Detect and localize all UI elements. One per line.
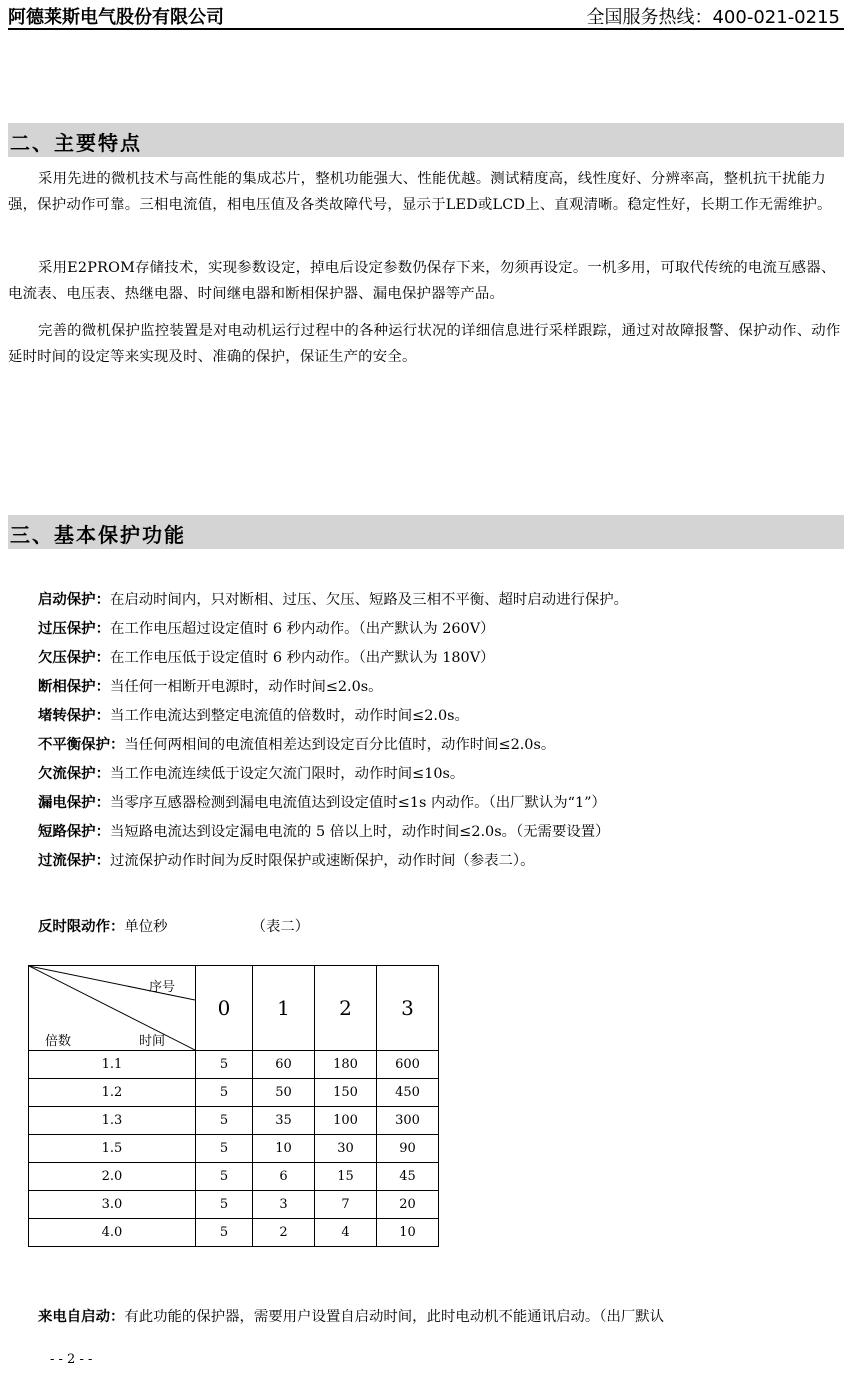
service-hotline: 全国服务热线：400-021-0215 [586, 7, 840, 28]
time-cell: 300 [377, 1107, 439, 1135]
protection-term: 欠流保护： [38, 766, 110, 782]
protection-term: 启动保护： [38, 592, 110, 608]
time-cell: 20 [377, 1191, 439, 1219]
table-row [29, 1191, 439, 1219]
column-header: 3 [377, 966, 439, 1051]
protection-desc: 当零序互感器检测到漏电电流值达到设定值时≤1s 内动作。（出厂默认为“1”） [109, 795, 606, 811]
protection-item [38, 615, 848, 644]
protection-item [38, 731, 848, 760]
protection-item [38, 673, 848, 702]
column-header: 1 [253, 966, 315, 1051]
table-header-row [29, 966, 439, 1051]
time-cell: 50 [253, 1079, 315, 1107]
time-cell: 6 [253, 1163, 315, 1191]
time-cell: 5 [196, 1191, 253, 1219]
table-corner-cell [29, 966, 196, 1051]
time-cell: 150 [315, 1079, 377, 1107]
corner-label-seq: 序号 [149, 980, 176, 995]
protection-term: 短路保护： [38, 824, 110, 840]
protection-desc: 在工作电压超过设定值时 6 秒内动作。（出产默认为 260V） [109, 621, 495, 637]
multiple-cell: 2.0 [29, 1163, 196, 1191]
time-cell: 180 [315, 1051, 377, 1079]
time-cell: 90 [377, 1135, 439, 1163]
time-cell: 450 [377, 1079, 439, 1107]
time-cell: 2 [253, 1219, 315, 1247]
auto-restart-paragraph [38, 1305, 848, 1326]
time-cell: 30 [315, 1135, 377, 1163]
time-cell: 10 [253, 1135, 315, 1163]
time-cell: 5 [196, 1163, 253, 1191]
table-caption [38, 915, 309, 936]
protection-item [38, 760, 848, 789]
section-heading-protection [8, 515, 844, 549]
multiple-cell: 4.0 [29, 1219, 196, 1247]
protection-desc: 当工作电流连续低于设定欠流门限时，动作时间≤10s。 [109, 766, 465, 782]
protection-desc: 在工作电压低于设定值时 6 秒内动作。（出产默认为 180V） [109, 650, 495, 666]
section-heading-features [8, 123, 844, 157]
table-row [29, 1163, 439, 1191]
protection-desc: 当短路电流达到设定漏电电流的 5 倍以上时，动作时间≤2.0s。（无需要设置） [109, 824, 610, 840]
protection-item [38, 818, 848, 847]
protection-desc: 当任何两相间的电流值相差达到设定百分比值时，动作时间≤2.0s。 [124, 737, 556, 753]
multiple-cell: 3.0 [29, 1191, 196, 1219]
protection-list [38, 586, 848, 876]
protection-term: 漏电保护： [38, 795, 110, 811]
time-cell: 5 [196, 1135, 253, 1163]
caption-table-label: （表二） [251, 919, 310, 935]
table-row [29, 1219, 439, 1247]
protection-item [38, 847, 848, 876]
time-cell: 100 [315, 1107, 377, 1135]
protection-desc: 当任何一相断开电源时，动作时间≤2.0s。 [109, 679, 383, 695]
protection-desc: 在启动时间内，只对断相、过压、欠压、短路及三相不平衡、超时启动进行保护。 [109, 592, 629, 608]
time-cell: 15 [315, 1163, 377, 1191]
time-cell: 5 [196, 1051, 253, 1079]
time-cell: 600 [377, 1051, 439, 1079]
inverse-time-table [28, 965, 439, 1247]
section-title: 三、基本保护功能 [10, 523, 186, 547]
protection-term: 欠压保护： [38, 650, 110, 666]
time-cell: 5 [196, 1079, 253, 1107]
protection-item [38, 702, 848, 731]
column-header: 2 [315, 966, 377, 1051]
corner-label-time: 时间 [139, 1034, 166, 1049]
feature-paragraph: 采用先进的微机技术与高性能的集成芯片，整机功能强大、性能优越。测试精度高，线性度好、分辨率高，整机抗干扰能力强，保护动作可靠。三相电流值，相电压值及各类故障代号，显示于LED或LCD上、直观清晰。稳定性好，长期工作无需维护。 [8, 171, 832, 213]
section-title: 二、主要特点 [10, 131, 142, 155]
table-row [29, 1051, 439, 1079]
feature-paragraph: 完善的微机保护监控装置是对电动机运行过程中的各种运行状况的详细信息进行采样跟踪，通过对故障报警、保护动作、动作延时时间的设定等来实现及时、准确的保护，保证生产的安全。 [8, 323, 841, 365]
protection-item [38, 789, 848, 818]
multiple-cell: 1.3 [29, 1107, 196, 1135]
time-cell: 5 [196, 1219, 253, 1247]
protection-term: 过压保护： [38, 621, 110, 637]
time-cell: 4 [315, 1219, 377, 1247]
protection-item [38, 586, 848, 615]
time-cell: 10 [377, 1219, 439, 1247]
time-cell: 5 [196, 1107, 253, 1135]
page-header [8, 0, 844, 30]
time-cell: 60 [253, 1051, 315, 1079]
auto-restart-desc: 有此功能的保护器，需要用户设置自启动时间，此时电动机不能通讯启动。（出厂默认 [124, 1309, 665, 1325]
caption-unit: 单位秒 [124, 919, 168, 935]
feature-paragraph: 采用E2PROM存储技术，实现参数设定，掉电后设定参数仍保存下来，勿须再设定。一机多用，可取代传统的电流互感器、电流表、电压表、热继电器、时间继电器和断相保护器、漏电保护器等产品。 [8, 260, 836, 302]
multiple-cell: 1.5 [29, 1135, 196, 1163]
protection-term: 过流保护： [38, 853, 110, 869]
multiple-cell: 1.1 [29, 1051, 196, 1079]
protection-term: 堵转保护： [38, 708, 110, 724]
time-cell: 7 [315, 1191, 377, 1219]
time-cell: 3 [253, 1191, 315, 1219]
column-header: 0 [196, 966, 253, 1051]
protection-term: 不平衡保护： [38, 737, 125, 753]
corner-label-multiple: 倍数 [45, 1034, 72, 1049]
multiple-cell: 1.2 [29, 1079, 196, 1107]
protection-term: 断相保护： [38, 679, 110, 695]
protection-desc: 当工作电流达到整定电流值的倍数时，动作时间≤2.0s。 [109, 708, 469, 724]
caption-term: 反时限动作： [38, 919, 125, 935]
auto-restart-term: 来电自启动： [38, 1309, 125, 1325]
time-cell: 45 [377, 1163, 439, 1191]
protection-item [38, 644, 848, 673]
page-number: - - 2 - - [50, 1352, 93, 1367]
table-row [29, 1079, 439, 1107]
table-row [29, 1135, 439, 1163]
time-cell: 35 [253, 1107, 315, 1135]
company-name: 阿德莱斯电气股份有限公司 [8, 7, 224, 28]
table-row [29, 1107, 439, 1135]
protection-desc: 过流保护动作时间为反时限保护或速断保护，动作时间（参表二）。 [109, 853, 535, 869]
